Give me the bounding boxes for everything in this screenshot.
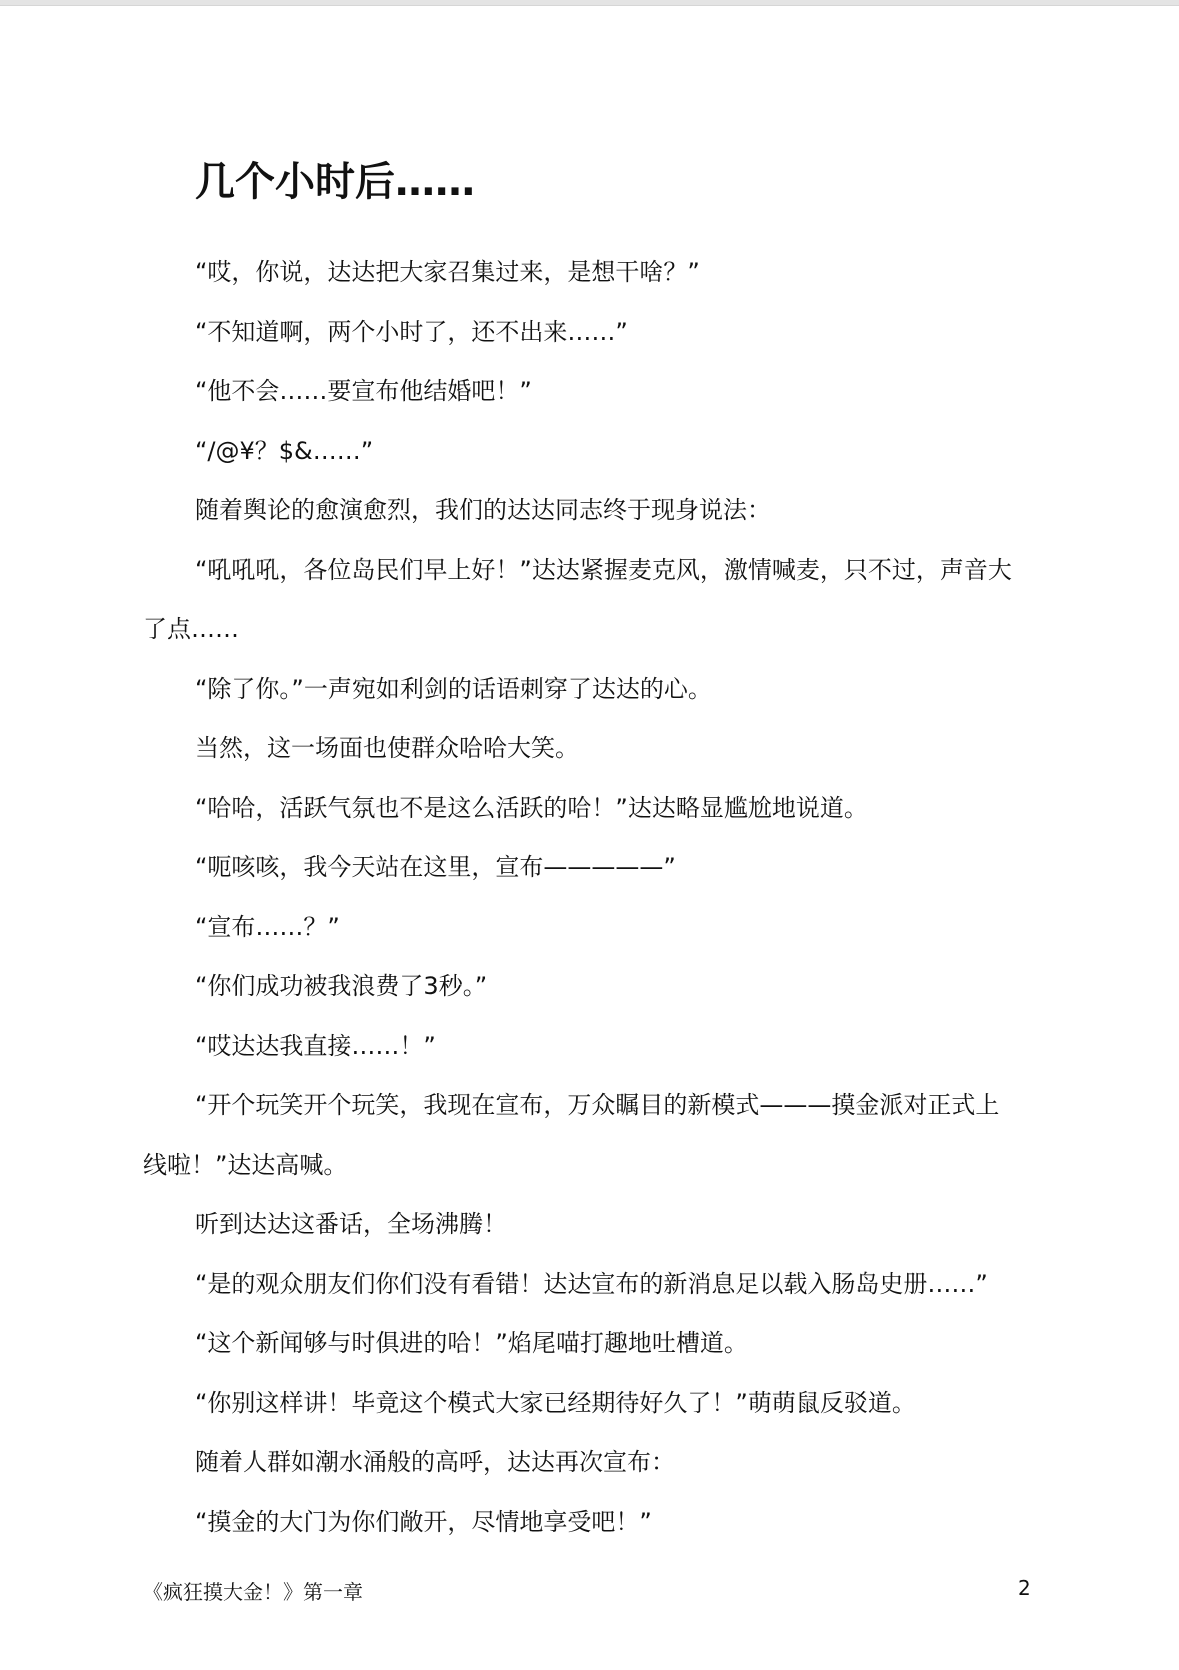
section-heading: 几个小时后…… [195,159,475,205]
paragraph: 随着舆论的愈演愈烈，我们的达达同志终于现身说法： [195,496,771,524]
paragraph: “哎，你说，达达把大家召集过来，是想干啥？” [195,258,700,286]
paragraph: “你们成功被我浪费了3秒。” [195,972,488,1000]
paragraph: “他不会……要宣布他结婚吧！” [195,377,532,405]
paragraph: “/@¥？$&……” [195,436,374,465]
paragraph: “哈哈，活跃气氛也不是这么活跃的哈！”达达略显尴尬地说道。 [195,793,868,822]
paragraph: “宣布……？” [195,912,340,941]
paragraph: “是的观众朋友们你们没有看错！达达宣布的新消息足以载入肠岛史册……” [195,1269,988,1298]
paragraph: “不知道啊，两个小时了，还不出来……” [195,317,628,346]
paragraph: “摸金的大门为你们敞开，尽情地享受吧！” [195,1507,652,1536]
footer-page-number: 2 [1018,1576,1031,1600]
paragraph: “开个玩笑开个玩笑，我现在宣布，万众瞩目的新模式———摸金派对正式上线啦！”达达高喊。 [143,1091,1000,1179]
paragraph: “除了你。”一声宛如利剑的话语刺穿了达达的心。 [195,674,712,703]
paragraph: 随着人群如潮水涌般的高呼，达达再次宣布： [195,1448,675,1476]
paragraph: “呃咳咳，我今天站在这里，宣布—————” [195,853,676,881]
paragraph: “你别这样讲！毕竟这个模式大家已经期待好久了！”萌萌鼠反驳道。 [195,1388,916,1417]
paragraph: 当然，这一场面也使群众哈哈大笑。 [195,734,579,762]
paragraph: “这个新闻够与时俱进的哈！”焰尾喵打趣地吐槽道。 [195,1329,748,1357]
paragraph: “哎达达我直接……！” [195,1031,436,1060]
footer-book-title: 《疯狂摸大金！》第一章 [143,1580,363,1604]
paragraph: 听到达达这番话，全场沸腾！ [195,1210,507,1238]
body-text [143,243,1023,1552]
paragraph: “吼吼吼，各位岛民们早上好！”达达紧握麦克风，激情喊麦，只不过，声音大了点…… [143,555,1012,643]
